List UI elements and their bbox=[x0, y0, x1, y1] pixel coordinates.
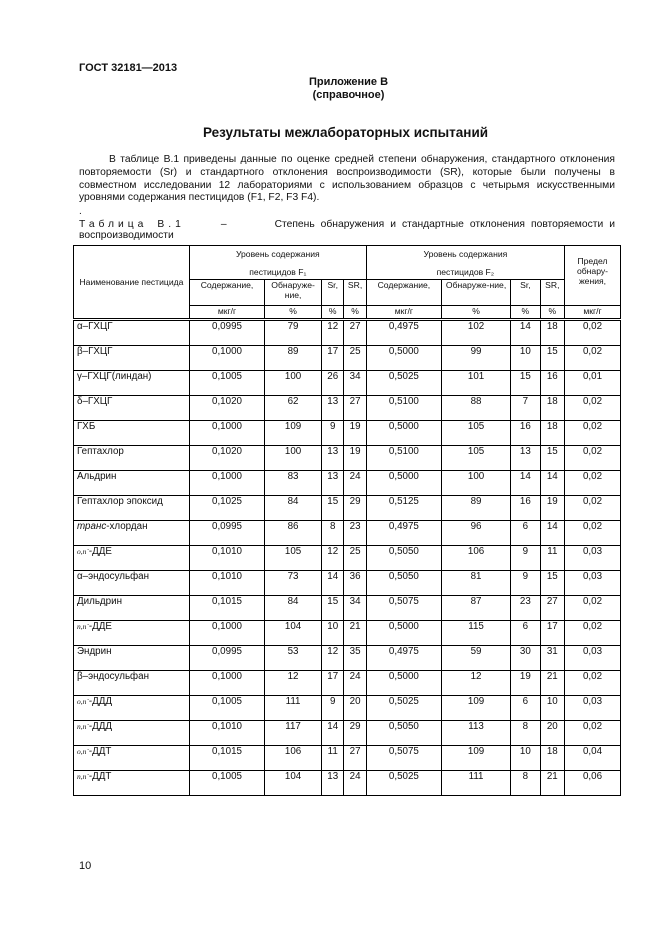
header-sR-f2: SR, bbox=[540, 280, 564, 306]
cell-sR2: 31 bbox=[540, 646, 564, 671]
cell-sr1: 8 bbox=[322, 521, 344, 546]
intro-paragraph bbox=[79, 154, 615, 205]
table-row bbox=[74, 596, 621, 621]
annex-subtitle: (справочное) bbox=[312, 89, 385, 101]
cell-sr2: 13 bbox=[511, 446, 540, 471]
cell-sr2: 16 bbox=[511, 496, 540, 521]
cell-sR1: 23 bbox=[344, 521, 366, 546]
cell-sR1: 25 bbox=[344, 546, 366, 571]
pesticide-name bbox=[74, 771, 190, 796]
cell-d1: 53 bbox=[265, 646, 322, 671]
cell-c1: 0,1000 bbox=[189, 346, 264, 371]
cell-sr1: 13 bbox=[322, 471, 344, 496]
cell-lim: 0,02 bbox=[565, 721, 621, 746]
pesticide-name: δ–ГХЦГ bbox=[74, 396, 190, 421]
header-level-f2-line1: Уровень содержания bbox=[423, 249, 508, 259]
pesticide-name bbox=[74, 521, 190, 546]
pesticide-name-rest: -ДДД bbox=[88, 721, 113, 732]
cell-d2: 81 bbox=[442, 571, 511, 596]
cell-sr1: 12 bbox=[322, 646, 344, 671]
cell-d1: 100 bbox=[265, 446, 322, 471]
cell-lim: 0,03 bbox=[565, 696, 621, 721]
cell-c1: 0,1005 bbox=[189, 771, 264, 796]
cell-d1: 100 bbox=[265, 371, 322, 396]
table-caption-dash: – bbox=[220, 219, 227, 230]
section-title-text: Результаты межлабораторных испытаний bbox=[202, 125, 489, 140]
cell-c1: 0,1005 bbox=[189, 371, 264, 396]
cell-sR1: 20 bbox=[344, 696, 366, 721]
cell-d2: 111 bbox=[442, 771, 511, 796]
cell-sr1: 15 bbox=[322, 596, 344, 621]
cell-d2: 88 bbox=[442, 396, 511, 421]
cell-lim: 0,01 bbox=[565, 371, 621, 396]
cell-sr2: 30 bbox=[511, 646, 540, 671]
header-detection-f2: Обнаруже-ние, bbox=[442, 280, 511, 306]
cell-sR2: 19 bbox=[540, 496, 564, 521]
table-body bbox=[74, 320, 621, 796]
header-sr-f1: Sr, bbox=[322, 280, 344, 306]
table-row bbox=[74, 496, 621, 521]
cell-sR1: 27 bbox=[344, 320, 366, 346]
cell-sR2: 10 bbox=[540, 696, 564, 721]
stray-dot: . bbox=[79, 206, 82, 217]
cell-d2: 113 bbox=[442, 721, 511, 746]
cell-sR2: 14 bbox=[540, 521, 564, 546]
cell-sR2: 18 bbox=[540, 421, 564, 446]
pesticide-name bbox=[74, 696, 190, 721]
cell-sr1: 10 bbox=[322, 621, 344, 646]
unit-sR-f1: % bbox=[344, 306, 366, 320]
cell-d1: 106 bbox=[265, 746, 322, 771]
cell-lim: 0,03 bbox=[565, 546, 621, 571]
cell-sr1: 9 bbox=[322, 696, 344, 721]
pesticide-name-rest: -ДДТ bbox=[88, 771, 112, 782]
table-caption-text: Степень обнаружения и стандартные отклонения повторяемости и воспроизводимости bbox=[79, 219, 615, 241]
page-number: 10 bbox=[79, 860, 92, 872]
pesticide-name bbox=[74, 621, 190, 646]
cell-d1: 111 bbox=[265, 696, 322, 721]
cell-d1: 109 bbox=[265, 421, 322, 446]
pesticide-name: Гептахлор bbox=[74, 446, 190, 471]
document-id: ГОСТ 32181—2013 bbox=[79, 62, 178, 74]
header-level-f2-line2: пестицидов F₂ bbox=[436, 267, 495, 277]
pesticide-name-rest: -ДДЕ bbox=[88, 546, 112, 557]
cell-c1: 0,1000 bbox=[189, 671, 264, 696]
cell-sr2: 8 bbox=[511, 771, 540, 796]
table-row bbox=[74, 371, 621, 396]
unit-detection-limit: мкг/г bbox=[565, 306, 621, 320]
cell-d2: 106 bbox=[442, 546, 511, 571]
cell-c2: 0,5025 bbox=[366, 771, 441, 796]
pesticide-name bbox=[74, 721, 190, 746]
table-row bbox=[74, 696, 621, 721]
pesticide-name-prefix: о,п´ bbox=[77, 747, 89, 756]
cell-sr1: 9 bbox=[322, 421, 344, 446]
cell-sr2: 10 bbox=[511, 346, 540, 371]
cell-c2: 0,5000 bbox=[366, 421, 441, 446]
cell-sR2: 18 bbox=[540, 746, 564, 771]
header-detection-f1: Обнаруже-ние, bbox=[265, 280, 322, 306]
annex-heading bbox=[0, 76, 661, 102]
cell-sr2: 6 bbox=[511, 621, 540, 646]
cell-sR2: 21 bbox=[540, 771, 564, 796]
pesticide-name-prefix: п,п´ bbox=[77, 722, 89, 731]
cell-d2: 105 bbox=[442, 421, 511, 446]
cell-c2: 0,5100 bbox=[366, 396, 441, 421]
cell-sr2: 23 bbox=[511, 596, 540, 621]
cell-d2: 96 bbox=[442, 521, 511, 546]
cell-sR2: 18 bbox=[540, 396, 564, 421]
pesticide-name: Гептахлор эпоксид bbox=[74, 496, 190, 521]
cell-d2: 102 bbox=[442, 320, 511, 346]
cell-sR1: 24 bbox=[344, 671, 366, 696]
cell-sr1: 17 bbox=[322, 346, 344, 371]
cell-sR2: 27 bbox=[540, 596, 564, 621]
cell-c2: 0,5000 bbox=[366, 346, 441, 371]
table-row bbox=[74, 646, 621, 671]
cell-c2: 0,5075 bbox=[366, 746, 441, 771]
cell-sR1: 24 bbox=[344, 471, 366, 496]
table-row bbox=[74, 320, 621, 346]
cell-lim: 0,06 bbox=[565, 771, 621, 796]
pesticide-name bbox=[74, 546, 190, 571]
cell-d1: 12 bbox=[265, 671, 322, 696]
annex-title: Приложение В bbox=[308, 76, 389, 88]
pesticide-name: γ–ГХЦГ(линдан) bbox=[74, 371, 190, 396]
cell-sr2: 14 bbox=[511, 320, 540, 346]
cell-d1: 83 bbox=[265, 471, 322, 496]
cell-sr1: 12 bbox=[322, 546, 344, 571]
cell-d1: 104 bbox=[265, 621, 322, 646]
cell-d2: 109 bbox=[442, 746, 511, 771]
cell-d1: 73 bbox=[265, 571, 322, 596]
cell-sR1: 19 bbox=[344, 421, 366, 446]
cell-c1: 0,1005 bbox=[189, 696, 264, 721]
cell-c1: 0,0995 bbox=[189, 646, 264, 671]
cell-c1: 0,1015 bbox=[189, 596, 264, 621]
header-pesticide-name: Наименование пестицида bbox=[74, 246, 190, 320]
cell-c2: 0,5050 bbox=[366, 546, 441, 571]
cell-d2: 59 bbox=[442, 646, 511, 671]
pesticide-name-rest: -ДДЕ bbox=[88, 621, 112, 632]
unit-sr-f2: % bbox=[511, 306, 540, 320]
cell-sr2: 9 bbox=[511, 571, 540, 596]
cell-lim: 0,03 bbox=[565, 571, 621, 596]
cell-sR2: 11 bbox=[540, 546, 564, 571]
cell-c2: 0,4975 bbox=[366, 320, 441, 346]
header-sR-f1: SR, bbox=[344, 280, 366, 306]
cell-sR1: 19 bbox=[344, 446, 366, 471]
cell-lim: 0,02 bbox=[565, 346, 621, 371]
cell-c1: 0,1020 bbox=[189, 446, 264, 471]
table-row bbox=[74, 721, 621, 746]
pesticide-name: Эндрин bbox=[74, 646, 190, 671]
pesticide-name-rest: -ДДТ bbox=[88, 746, 112, 757]
header-sr-f2: Sr, bbox=[511, 280, 540, 306]
cell-sr2: 9 bbox=[511, 546, 540, 571]
unit-detection-f1: % bbox=[265, 306, 322, 320]
cell-sR2: 20 bbox=[540, 721, 564, 746]
cell-lim: 0,02 bbox=[565, 596, 621, 621]
header-content-f2: Содержание, bbox=[366, 280, 441, 306]
cell-c2: 0,4975 bbox=[366, 521, 441, 546]
table-row bbox=[74, 546, 621, 571]
cell-c1: 0,1025 bbox=[189, 496, 264, 521]
unit-sr-f1: % bbox=[322, 306, 344, 320]
table-row bbox=[74, 421, 621, 446]
cell-sR1: 29 bbox=[344, 496, 366, 521]
cell-sR2: 15 bbox=[540, 346, 564, 371]
cell-sR1: 27 bbox=[344, 746, 366, 771]
cell-sr2: 15 bbox=[511, 371, 540, 396]
cell-lim: 0,02 bbox=[565, 320, 621, 346]
cell-sR1: 21 bbox=[344, 621, 366, 646]
cell-d2: 105 bbox=[442, 446, 511, 471]
pesticide-name-prefix: п,п´ bbox=[77, 622, 89, 631]
cell-sr2: 7 bbox=[511, 396, 540, 421]
cell-d2: 115 bbox=[442, 621, 511, 646]
cell-sr1: 14 bbox=[322, 721, 344, 746]
cell-sR2: 17 bbox=[540, 621, 564, 646]
table-row bbox=[74, 446, 621, 471]
cell-c2: 0,4975 bbox=[366, 646, 441, 671]
cell-lim: 0,04 bbox=[565, 746, 621, 771]
cell-d2: 99 bbox=[442, 346, 511, 371]
cell-d1: 89 bbox=[265, 346, 322, 371]
pesticide-name-prefix: транс bbox=[77, 521, 107, 532]
cell-d1: 79 bbox=[265, 320, 322, 346]
cell-c2: 0,5000 bbox=[366, 621, 441, 646]
cell-sr1: 17 bbox=[322, 671, 344, 696]
header-level-f1 bbox=[189, 246, 366, 280]
unit-sR-f2: % bbox=[540, 306, 564, 320]
cell-sR1: 35 bbox=[344, 646, 366, 671]
pesticide-name-prefix: о,п´ bbox=[77, 697, 89, 706]
cell-sr2: 10 bbox=[511, 746, 540, 771]
cell-sr2: 6 bbox=[511, 521, 540, 546]
cell-sR2: 15 bbox=[540, 571, 564, 596]
cell-d2: 87 bbox=[442, 596, 511, 621]
header-content-f1: Содержание, bbox=[189, 280, 264, 306]
pesticide-name: β–эндосульфан bbox=[74, 671, 190, 696]
unit-content-f2: мкг/г bbox=[366, 306, 441, 320]
table-row bbox=[74, 346, 621, 371]
table-row bbox=[74, 671, 621, 696]
header-detection-limit: Предел обнару-жения, bbox=[565, 246, 621, 306]
cell-d1: 117 bbox=[265, 721, 322, 746]
cell-d1: 86 bbox=[265, 521, 322, 546]
cell-c2: 0,5050 bbox=[366, 571, 441, 596]
cell-sR1: 24 bbox=[344, 771, 366, 796]
cell-sr1: 13 bbox=[322, 446, 344, 471]
cell-lim: 0,02 bbox=[565, 421, 621, 446]
cell-d2: 89 bbox=[442, 496, 511, 521]
cell-lim: 0,03 bbox=[565, 646, 621, 671]
pesticide-name: α–эндосульфан bbox=[74, 571, 190, 596]
cell-c2: 0,5100 bbox=[366, 446, 441, 471]
cell-d1: 104 bbox=[265, 771, 322, 796]
cell-sr2: 8 bbox=[511, 721, 540, 746]
cell-sr1: 12 bbox=[322, 320, 344, 346]
cell-sR2: 18 bbox=[540, 320, 564, 346]
unit-content-f1: мкг/г bbox=[189, 306, 264, 320]
cell-lim: 0,02 bbox=[565, 446, 621, 471]
cell-sr1: 14 bbox=[322, 571, 344, 596]
table-row bbox=[74, 746, 621, 771]
cell-c2: 0,5125 bbox=[366, 496, 441, 521]
cell-c2: 0,5000 bbox=[366, 671, 441, 696]
pesticide-name-rest: -хлордан bbox=[106, 521, 148, 532]
pesticide-name: Альдрин bbox=[74, 471, 190, 496]
header-level-f2 bbox=[366, 246, 564, 280]
cell-sr2: 16 bbox=[511, 421, 540, 446]
cell-d1: 62 bbox=[265, 396, 322, 421]
cell-sr1: 13 bbox=[322, 771, 344, 796]
intro-paragraph-text: В таблице В.1 приведены данные по оценке средней степени обнаружения, стандартного отклонения повторяемости (Sr) и стандартного отклонения воспроизводимости (SR), которые были получены в совместном исследовании 12 лабораториями с использованием образцов с четырьмя искусственными уровнями содержания пестицидов (F1, F2, F3 F4). bbox=[79, 154, 615, 204]
cell-c2: 0,5075 bbox=[366, 596, 441, 621]
cell-d2: 101 bbox=[442, 371, 511, 396]
cell-d1: 84 bbox=[265, 496, 322, 521]
cell-c1: 0,1020 bbox=[189, 396, 264, 421]
table-caption bbox=[79, 219, 615, 241]
cell-lim: 0,02 bbox=[565, 471, 621, 496]
cell-d2: 12 bbox=[442, 671, 511, 696]
pesticide-name: Дильдрин bbox=[74, 596, 190, 621]
section-title bbox=[0, 125, 661, 140]
table-caption-label: Таблица В.1 bbox=[79, 219, 185, 230]
cell-sR1: 34 bbox=[344, 371, 366, 396]
cell-c1: 0,1000 bbox=[189, 621, 264, 646]
cell-sr2: 6 bbox=[511, 696, 540, 721]
table-row bbox=[74, 521, 621, 546]
cell-lim: 0,02 bbox=[565, 521, 621, 546]
cell-c1: 0,1010 bbox=[189, 546, 264, 571]
cell-c1: 0,1000 bbox=[189, 471, 264, 496]
cell-lim: 0,02 bbox=[565, 621, 621, 646]
pesticide-name: β–ГХЦГ bbox=[74, 346, 190, 371]
cell-sr1: 26 bbox=[322, 371, 344, 396]
pesticide-name bbox=[74, 746, 190, 771]
cell-sR1: 34 bbox=[344, 596, 366, 621]
table-row bbox=[74, 621, 621, 646]
cell-lim: 0,02 bbox=[565, 396, 621, 421]
cell-d2: 100 bbox=[442, 471, 511, 496]
cell-c2: 0,5025 bbox=[366, 371, 441, 396]
cell-sR2: 16 bbox=[540, 371, 564, 396]
cell-sR2: 21 bbox=[540, 671, 564, 696]
pesticide-name: α–ГХЦГ bbox=[74, 320, 190, 346]
pesticide-name-rest: -ДДД bbox=[88, 696, 113, 707]
pesticide-name: ГХБ bbox=[74, 421, 190, 446]
pesticide-name-prefix: о,п´ bbox=[77, 547, 89, 556]
cell-c1: 0,0995 bbox=[189, 320, 264, 346]
cell-c2: 0,5025 bbox=[366, 696, 441, 721]
cell-c1: 0,1000 bbox=[189, 421, 264, 446]
cell-d1: 105 bbox=[265, 546, 322, 571]
cell-sr1: 13 bbox=[322, 396, 344, 421]
cell-lim: 0,02 bbox=[565, 496, 621, 521]
cell-sr1: 11 bbox=[322, 746, 344, 771]
cell-c2: 0,5000 bbox=[366, 471, 441, 496]
cell-c1: 0,1010 bbox=[189, 571, 264, 596]
cell-sR1: 36 bbox=[344, 571, 366, 596]
header-level-f1-line1: Уровень содержания bbox=[235, 249, 320, 259]
cell-sR1: 27 bbox=[344, 396, 366, 421]
header-level-f1-line2: пестицидов F₁ bbox=[249, 267, 307, 277]
table-row bbox=[74, 571, 621, 596]
table-row bbox=[74, 471, 621, 496]
cell-d2: 109 bbox=[442, 696, 511, 721]
cell-c1: 0,0995 bbox=[189, 521, 264, 546]
cell-d1: 84 bbox=[265, 596, 322, 621]
results-table bbox=[73, 245, 621, 796]
table-row bbox=[74, 771, 621, 796]
unit-detection-f2: % bbox=[442, 306, 511, 320]
table-row bbox=[74, 396, 621, 421]
cell-sr2: 14 bbox=[511, 471, 540, 496]
cell-c1: 0,1010 bbox=[189, 721, 264, 746]
cell-sr2: 19 bbox=[511, 671, 540, 696]
cell-sR2: 14 bbox=[540, 471, 564, 496]
cell-c1: 0,1015 bbox=[189, 746, 264, 771]
cell-lim: 0,02 bbox=[565, 671, 621, 696]
cell-sr1: 15 bbox=[322, 496, 344, 521]
cell-c2: 0,5050 bbox=[366, 721, 441, 746]
cell-sR1: 25 bbox=[344, 346, 366, 371]
cell-sR2: 15 bbox=[540, 446, 564, 471]
cell-sR1: 29 bbox=[344, 721, 366, 746]
pesticide-name-prefix: п,п´ bbox=[77, 772, 89, 781]
